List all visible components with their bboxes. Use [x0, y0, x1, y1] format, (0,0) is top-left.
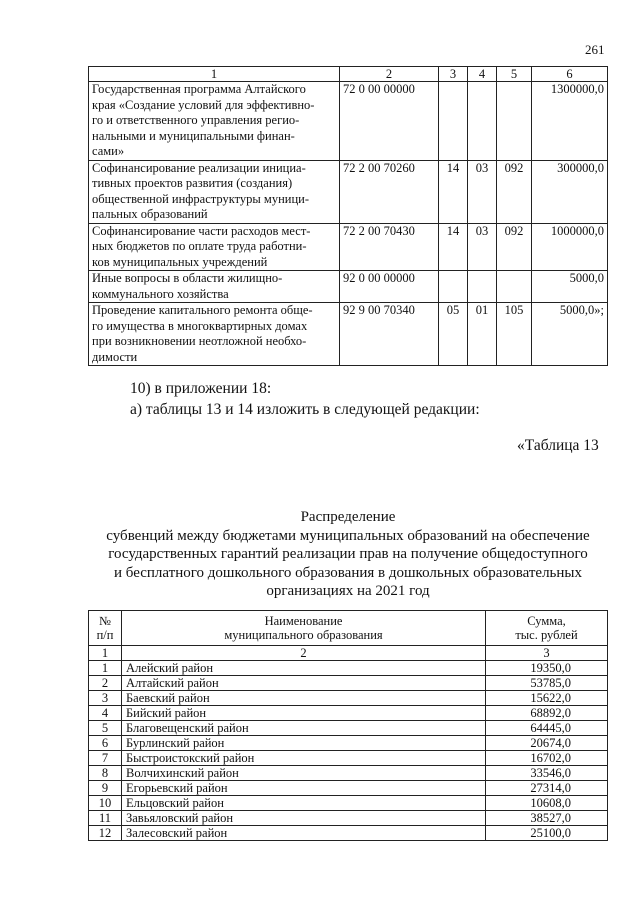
table-subheader-row — [89, 646, 608, 661]
expense-type-code — [497, 271, 532, 303]
column-number: 1 — [89, 646, 122, 661]
table-row — [89, 811, 608, 826]
row-number: 8 — [89, 766, 122, 781]
expense-type-code — [497, 82, 532, 161]
amount: 5000,0 — [532, 271, 608, 303]
amount: 15622,0 — [486, 691, 608, 706]
amount: 53785,0 — [486, 676, 608, 691]
page-number: 261 — [585, 42, 605, 57]
table-row — [89, 796, 608, 811]
paragraph: 10) в приложении 18: — [130, 380, 272, 397]
column-number: 3 — [486, 646, 608, 661]
header-text: № — [99, 614, 111, 628]
amount: 10608,0 — [486, 796, 608, 811]
amount: 25100,0 — [486, 826, 608, 841]
budget-code: 72 2 00 70260 — [340, 160, 439, 223]
row-number: 4 — [89, 706, 122, 721]
subsection-code — [468, 82, 497, 161]
description-line: Иные вопросы в области жилищно- — [92, 271, 283, 285]
municipality-name: Благовещенский район — [122, 721, 486, 736]
table-row — [89, 223, 608, 271]
row-number: 7 — [89, 751, 122, 766]
description-line: сами» — [92, 144, 125, 158]
table-header-row — [89, 611, 608, 646]
row-number: 10 — [89, 796, 122, 811]
municipality-name: Бийский район — [122, 706, 486, 721]
table-row — [89, 82, 608, 161]
municipality-name: Алтайский район — [122, 676, 486, 691]
header-text: Наименование — [264, 614, 343, 628]
row-number: 9 — [89, 781, 122, 796]
municipality-name: Бурлинский район — [122, 736, 486, 751]
municipality-name: Быстроистокский район — [122, 751, 486, 766]
row-number: 5 — [89, 721, 122, 736]
table-row — [89, 736, 608, 751]
row-number: 11 — [89, 811, 122, 826]
amount: 5000,0»; — [532, 303, 608, 366]
amount: 68892,0 — [486, 706, 608, 721]
table-row — [89, 781, 608, 796]
section-code: 05 — [439, 303, 468, 366]
column-number: 6 — [532, 67, 608, 82]
description-line: общественной инфраструктуры муници- — [92, 191, 310, 206]
row-number: 2 — [89, 676, 122, 691]
paragraph: а) таблицы 13 и 14 изложить в следующей редакции: — [130, 401, 480, 418]
table-row — [89, 691, 608, 706]
municipality-name: Завьяловский район — [122, 811, 486, 826]
row-number: 1 — [89, 661, 122, 676]
amount: 16702,0 — [486, 751, 608, 766]
subsection-code: 03 — [468, 223, 497, 271]
header-text: тыс. рублей — [515, 628, 578, 642]
table-row — [89, 676, 608, 691]
description-line: го и ответственного управления регио- — [92, 113, 300, 127]
table-caption: «Таблица 13 — [517, 437, 599, 454]
row-number: 12 — [89, 826, 122, 841]
description-line: тивных проектов развития (создания) — [92, 176, 293, 190]
table-row — [89, 721, 608, 736]
section-code — [439, 271, 468, 303]
row-description — [89, 223, 340, 271]
heading-title: Распределение — [300, 509, 396, 525]
expense-type-code: 092 — [497, 223, 532, 271]
header-text: п/п — [96, 628, 114, 642]
heading-line: субвенций между бюджетами муниципальных образований на обеспечение — [106, 527, 590, 544]
subvention-distribution-table — [88, 610, 608, 841]
section-code: 14 — [439, 223, 468, 271]
description-line: Софинансирование реализации инициа- — [92, 160, 306, 175]
header-number — [89, 611, 122, 646]
row-description — [89, 160, 340, 223]
description-line: пальных образований — [92, 207, 208, 221]
description-line: ных бюджетов по оплате труда работни- — [92, 239, 307, 253]
header-name — [122, 611, 486, 646]
subsection-code: 03 — [468, 160, 497, 223]
section-code: 14 — [439, 160, 468, 223]
municipality-name: Волчихинский район — [122, 766, 486, 781]
municipality-name: Баевский район — [122, 691, 486, 706]
description-line: коммунального хозяйства — [92, 286, 229, 301]
municipality-name: Залесовский район — [122, 826, 486, 841]
row-number: 6 — [89, 736, 122, 751]
description-line: Проведение капитального ремонта обще- — [92, 303, 313, 317]
description-line: нальными и муниципальными финан- — [92, 128, 295, 143]
column-number: 4 — [468, 67, 497, 82]
table-header-row — [89, 67, 608, 82]
description-line: Софинансирование части расходов мест- — [92, 223, 311, 238]
row-description — [89, 303, 340, 366]
description-line: края «Создание условий для эффективно- — [92, 97, 315, 112]
row-description — [89, 271, 340, 303]
description-line: при возникновении неотложной необхо- — [92, 334, 307, 348]
table-row — [89, 303, 608, 366]
budget-allocation-table — [88, 66, 608, 366]
amount: 33546,0 — [486, 766, 608, 781]
municipality-name: Егорьевский район — [122, 781, 486, 796]
subsection-code: 01 — [468, 303, 497, 366]
description-line: димости — [92, 349, 138, 364]
budget-code: 72 0 00 00000 — [340, 82, 439, 161]
amount: 19350,0 — [486, 661, 608, 676]
column-number: 5 — [497, 67, 532, 82]
section-code — [439, 82, 468, 161]
table-row — [89, 751, 608, 766]
table-row — [89, 661, 608, 676]
header-text: муниципального образования — [224, 628, 383, 642]
description-line: ков муниципальных учреждений — [92, 254, 268, 269]
expense-type-code: 105 — [497, 303, 532, 366]
table-row — [89, 706, 608, 721]
amount: 38527,0 — [486, 811, 608, 826]
row-number: 3 — [89, 691, 122, 706]
municipality-name: Ельцовский район — [122, 796, 486, 811]
description-line: го имущества в многоквартирных домах — [92, 318, 308, 333]
subsection-code — [468, 271, 497, 303]
heading-line: и бесплатного дошкольного образования в дошкольных образовательных — [113, 564, 582, 581]
column-number: 1 — [89, 67, 340, 82]
section-heading — [88, 508, 608, 601]
row-description — [89, 82, 340, 161]
amount: 27314,0 — [486, 781, 608, 796]
amount: 300000,0 — [532, 160, 608, 223]
table-row — [89, 826, 608, 841]
budget-code: 92 0 00 00000 — [340, 271, 439, 303]
heading-line: организациях на 2021 год — [266, 583, 430, 599]
column-number: 2 — [122, 646, 486, 661]
amount: 1000000,0 — [532, 223, 608, 271]
municipality-name: Алейский район — [122, 661, 486, 676]
amount: 20674,0 — [486, 736, 608, 751]
table-row — [89, 766, 608, 781]
heading-line: государственных гарантий реализации прав на получение общедоступного — [108, 546, 588, 562]
amount: 1300000,0 — [532, 82, 608, 161]
header-sum — [486, 611, 608, 646]
budget-code: 92 9 00 70340 — [340, 303, 439, 366]
header-text: Сумма, — [527, 614, 566, 628]
table-row — [89, 271, 608, 303]
table-row — [89, 160, 608, 223]
description-line: Государственная программа Алтайского — [92, 82, 306, 96]
column-number: 2 — [340, 67, 439, 82]
amount: 64445,0 — [486, 721, 608, 736]
column-number: 3 — [439, 67, 468, 82]
budget-code: 72 2 00 70430 — [340, 223, 439, 271]
expense-type-code: 092 — [497, 160, 532, 223]
